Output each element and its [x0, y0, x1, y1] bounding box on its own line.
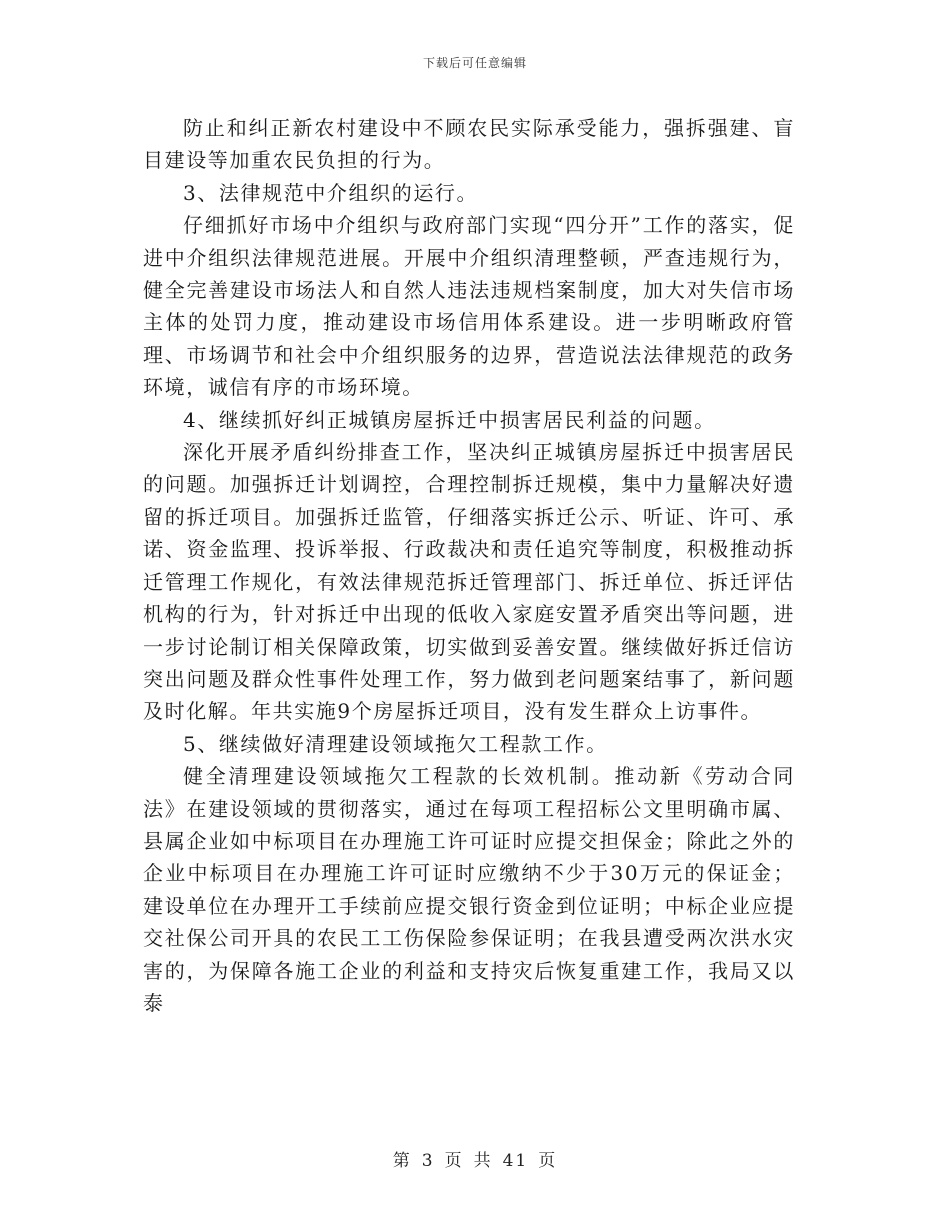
footer-label-unit: 页 [444, 1151, 464, 1171]
document-body [143, 112, 795, 1019]
section-heading-3: 3、法律规范中介组织的运行。 [183, 180, 479, 205]
page-header: 下载后可任意编辑 [422, 56, 527, 70]
paragraph-intermediary-organizations: 仔细抓好市场中介组织与政府部门实现“四分开”工作的落实，促进中介组织法律规范进展。开展中介组织清理整顿，严查违规行为，健全完善建设市场法人和自然人违法违规档案制度，加大对失信市场主体的处罚力度，推动建设市场信用体系建设。进一步明晰政府管理、市场调节和社会中介组织服务的边界，营造说法法律规范的政务环境，诚信有序的市场环境。 [143, 213, 795, 400]
footer-label-page: 第 [392, 1151, 412, 1171]
paragraph-wage-arrears: 健全清理建设领域拖欠工程款的长效机制。推动新《劳动合同法》在建设领域的贯彻落实，通过在每项工程招标公文里明确市属、县属企业如中标项目在办理施工许可证时应提交担保金；除此之外的企业中标项目在办理施工许可证时应缴纳不少于30万元的保证金；建设单位在办理开工手续前应提交银行资金到位证明；中标企业应提交社保公司开具的农民工工伤保险参保证明；在我县遭受两次洪水灾害的，为保障各施工企业的利益和支持灾后恢复重建工作，我局又以泰 [143, 764, 795, 1015]
footer-total-pages: 41 [502, 1151, 529, 1171]
paragraph-housing-demolition: 深化开展矛盾纠纷排查工作，坚决纠正城镇房屋拆迁中损害居民的问题。加强拆迁计划调控，合理控制拆迁规模，集中力量解决好遗留的拆迁项目。加强拆迁监管，仔细落实拆迁公示、听证、许可、承诺、资金监理、投诉举报、行政裁决和责任追究等制度，积极推动拆迁管理工作规化，有效法律规范拆迁管理部门、拆迁单位、拆迁评估机构的行为，针对拆迁中出现的低收入家庭安置矛盾突出等问题，进一步讨论制订相关保障政策，切实做到妥善安置。继续做好拆迁信访突出问题及群众性事件处理工作，努力做到老问题案结事了，新问题及时化解。年共实施9个房屋拆迁项目，没有发生群众上访事件。 [143, 440, 795, 724]
footer-current-page: 3 [421, 1151, 435, 1171]
section-heading-4: 4、继续抓好纠正城镇房屋拆迁中损害居民利益的问题。 [183, 407, 716, 432]
page-footer [0, 1146, 950, 1171]
footer-label-total: 共 [473, 1151, 493, 1171]
footer-label-unit-end: 页 [538, 1151, 558, 1171]
section-heading-5: 5、继续做好清理建设领域拖欠工程款工作。 [183, 731, 608, 756]
paragraph-continuation: 防止和纠正新农村建设中不顾农民实际承受能力，强拆强建、盲目建设等加重农民负担的行为。 [143, 116, 795, 173]
